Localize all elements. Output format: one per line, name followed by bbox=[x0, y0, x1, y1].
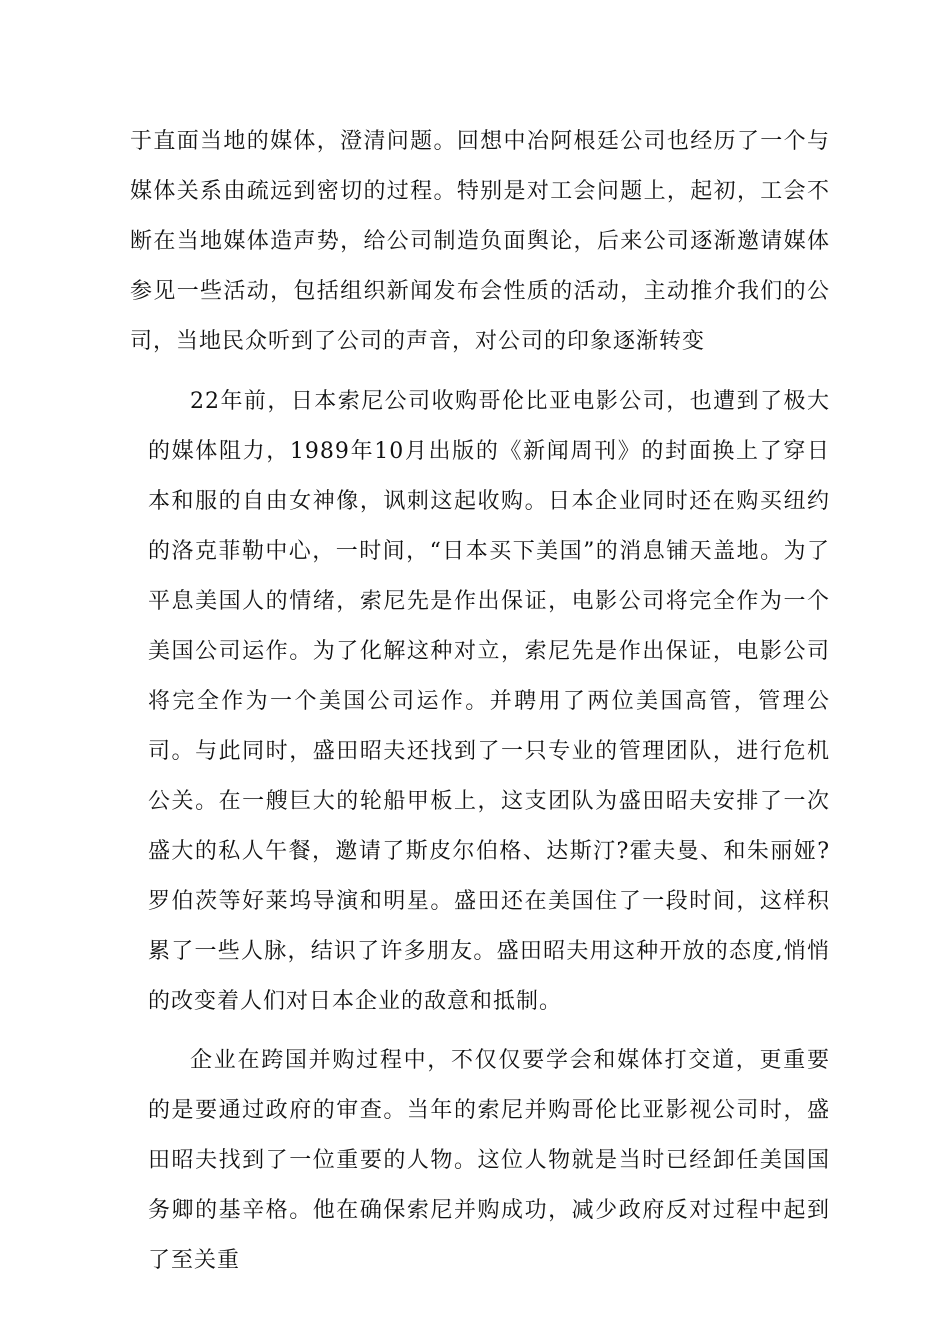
paragraph-media-relations: 于直面当地的媒体，澄清问题。回想中冶阿根廷公司也经历了一个与媒体关系由疏远到密切的过程。特别是对工会问题上，起初，工会不断在当地媒体造声势，给公司制造负面舆论，后来公司逐渐邀请媒体参见一些活动，包括组织新闻发布会性质的活动，主动推介我们的公司，当地民众听到了公司的声音，对公司的印象逐渐转变 bbox=[130, 129, 830, 354]
paragraph-government-review: 企业在跨国并购过程中，不仅仅要学会和媒体打交道，更重要的是要通过政府的审查。当年的索尼并购哥伦比亚影视公司时，盛田昭夫找到了一位重要的人物。这位人物就是当时已经卸任美国国务卿的基辛格。他在确保索尼并购成功，减少政府反对过程中起到了至关重 bbox=[148, 1048, 830, 1273]
paragraph-sony-acquisition: 22年前，日本索尼公司收购哥伦比亚电影公司，也遭到了极大的媒体阻力，1989年10月出版的《新闻周刊》的封面换上了穿日本和服的自由女神像，讽刺这起收购。日本企业同时还在购买纽约的洛克菲勒中心，一时间，“日本买下美国”的消息铺天盖地。为了平息美国人的情绪，索尼先是作出保证，电影公司将完全作为一个美国公司运作。为了化解这种对立，索尼先是作出保证，电影公司将完全作为一个美国公司运作。并聘用了两位美国高管，管理公司。与此同时，盛田昭夫还找到了一只专业的管理团队，进行危机公关。在一艘巨大的轮船甲板上，这支团队为盛田昭夫安排了一次盛大的私人午餐，邀请了斯皮尔伯格、达斯汀?霍夫曼、和朱丽娅?罗伯茨等好莱坞导演和明星。盛田还在美国住了一段时间，这样积累了一些人脉，结识了许多朋友。盛田昭夫用这种开放的态度,悄悄的改变着人们对日本企业的敌意和抵制。 bbox=[148, 389, 830, 1014]
